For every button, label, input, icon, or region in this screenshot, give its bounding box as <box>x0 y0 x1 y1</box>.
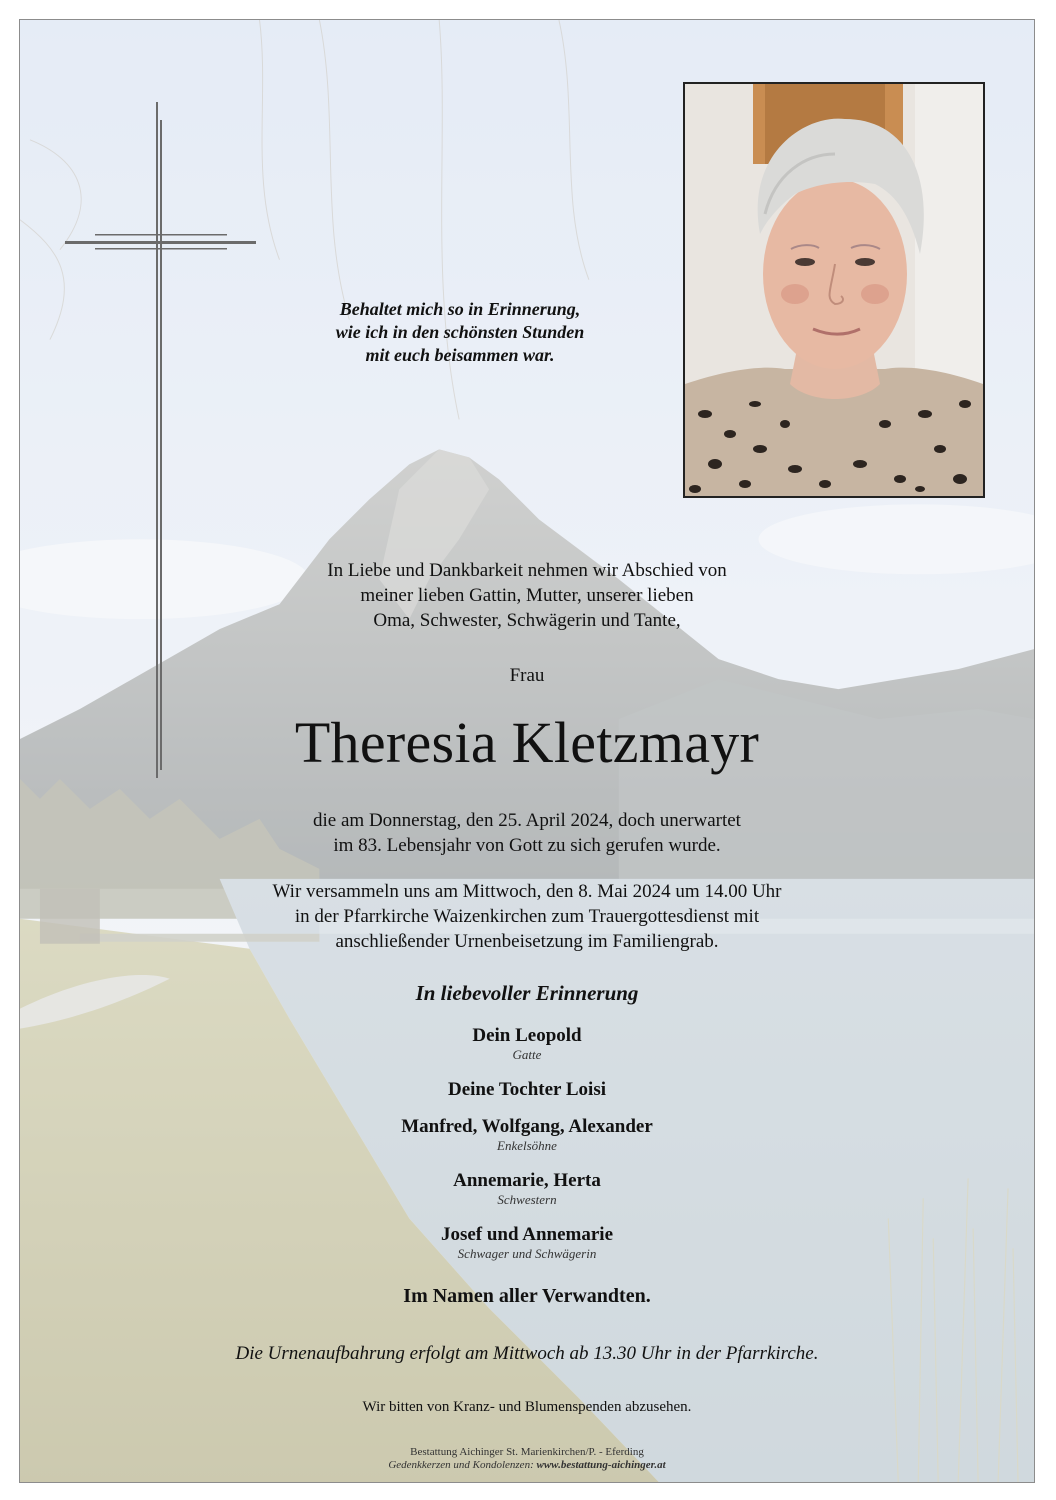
flowers-note: Wir bitten von Kranz- und Blumenspenden abzusehen. <box>362 1399 692 1415</box>
mourner-name: Dein Leopold <box>472 1025 582 1046</box>
mourner-entry <box>20 1224 1034 1261</box>
closing-line: Im Namen aller Verwandten. <box>403 1285 651 1307</box>
death-notice-line: im 83. Lebensjahr von Gott zu sich gerufen wurde. <box>333 835 721 856</box>
mourner-relation: Schwager und Schwägerin <box>457 1246 597 1261</box>
death-notice-line: die am Donnerstag, den 25. April 2024, doch unerwartet <box>313 810 741 831</box>
deceased-name: Theresia Kletzmayr <box>294 710 760 775</box>
death-notice <box>20 808 1034 858</box>
mourner-name: Manfred, Wolfgang, Alexander <box>401 1116 653 1137</box>
footer-links <box>20 1459 1034 1472</box>
obituary-card <box>19 19 1035 1483</box>
footer-website-link[interactable]: www.bestattung-aichinger.at <box>536 1459 666 1471</box>
mourner-entry <box>20 1025 1034 1062</box>
portrait-image <box>685 84 983 496</box>
service-line: anschließender Urnenbeisetzung im Familiengrab. <box>335 931 719 952</box>
viewing-note: Die Urnenaufbahrung erfolgt am Mittwoch ab 13.30 Uhr in der Pfarrkirche. <box>235 1343 819 1364</box>
intro-line: Oma, Schwester, Schwägerin und Tante, <box>373 610 681 631</box>
intro-text <box>20 558 1034 633</box>
motto-line: Behaltet mich so in Erinnerung, <box>339 299 581 319</box>
intro-line: In Liebe und Dankbarkeit nehmen wir Abschied von <box>327 560 727 581</box>
mourner-relation: Schwestern <box>497 1192 557 1207</box>
portrait-photo <box>683 82 985 498</box>
service-details <box>20 879 1034 954</box>
mourner-relation: Gatte <box>512 1047 542 1062</box>
mourner-entry <box>20 1116 1034 1153</box>
service-line: Wir versammeln uns am Mittwoch, den 8. Mai 2024 um 14.00 Uhr <box>272 881 782 902</box>
motto-line: mit euch beisammen war. <box>365 345 555 365</box>
intro-line: meiner lieben Gattin, Mutter, unserer lieben <box>360 585 694 606</box>
motto <box>260 298 660 367</box>
footer-company: Bestattung Aichinger St. Marienkirchen/P. - Eferding <box>410 1446 644 1458</box>
mourner-name: Annemarie, Herta <box>453 1170 601 1191</box>
remembrance-heading: In liebevoller Erinnerung <box>415 981 639 1005</box>
salutation: Frau <box>509 665 545 686</box>
service-line: in der Pfarrkirche Waizenkirchen zum Trauergottesdienst mit <box>294 906 760 927</box>
mourner-entry <box>20 1170 1034 1207</box>
motto-line: wie ich in den schönsten Stunden <box>335 322 585 342</box>
footer-prefix: Gedenkkerzen und Kondolenzen: <box>388 1459 537 1471</box>
footer <box>20 1446 1034 1472</box>
mourner-entry <box>20 1079 1034 1101</box>
mourner-name: Deine Tochter Loisi <box>448 1079 606 1100</box>
mourner-name: Josef und Annemarie <box>440 1224 614 1245</box>
mourner-relation: Enkelsöhne <box>497 1138 557 1153</box>
